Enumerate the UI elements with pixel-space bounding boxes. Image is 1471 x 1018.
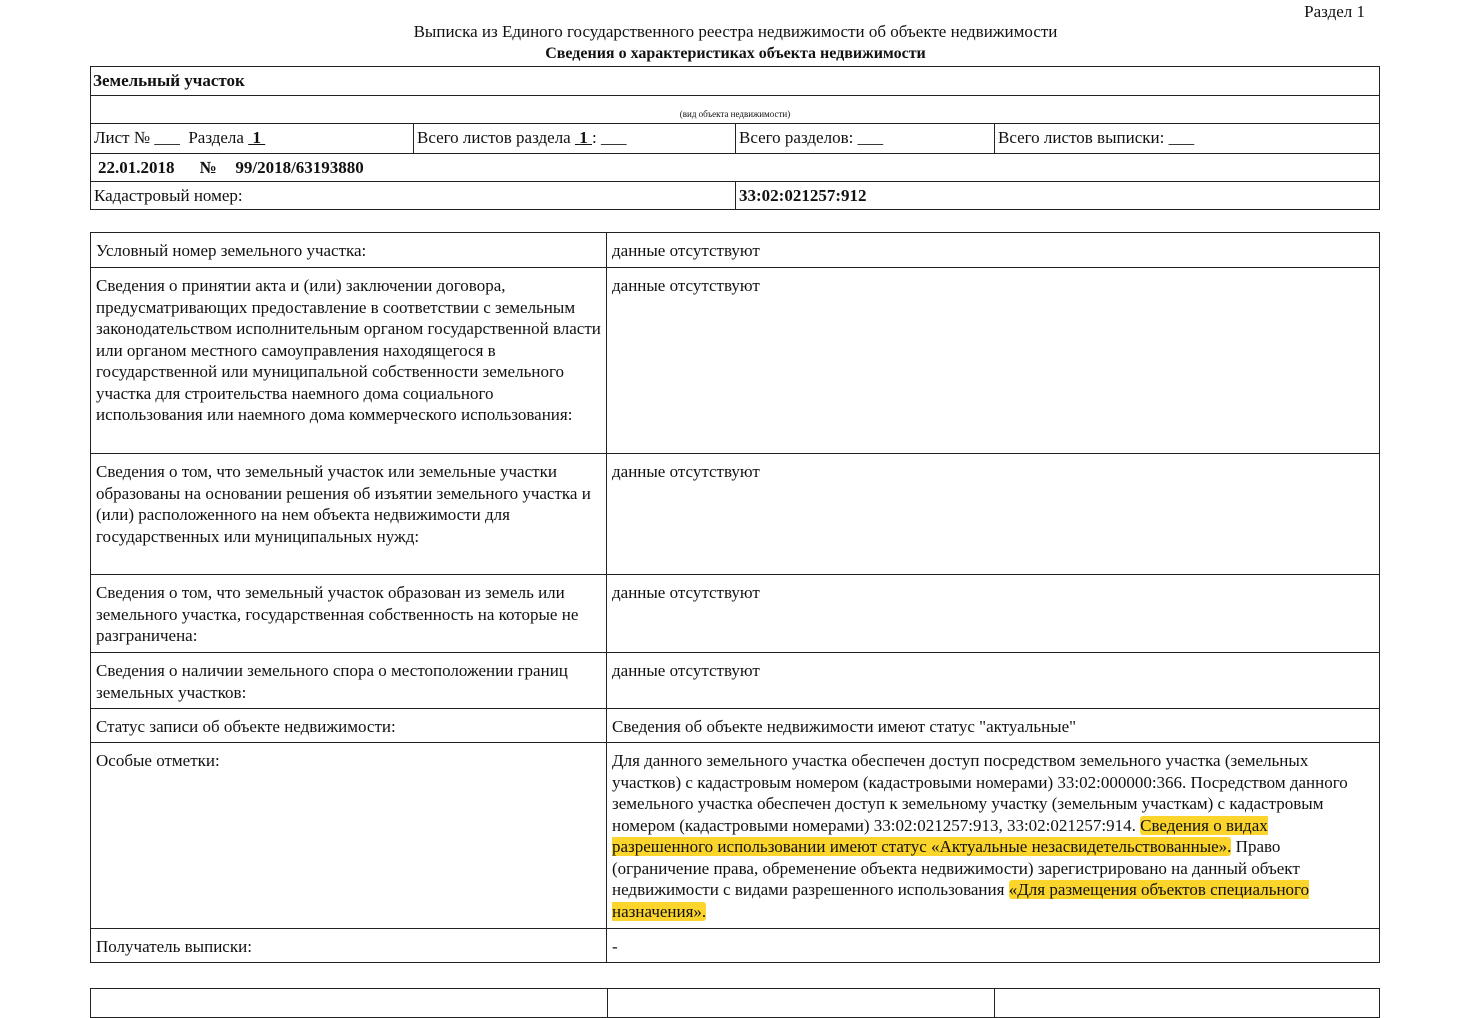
special-notes-text-2: Право (ограничение права, обременение объекта недвижимости) зарегистрировано на данный объект недвижимости с видами разрешенного использования [612,837,1300,899]
highlight-permitted-use-status: Сведения о видах разрешенного использовании имеют статус «Актуальные незасвидетельствованные». [612,815,1268,856]
sheet-number-label: Лист № [94,128,151,147]
row-label: Сведения о наличии земельного спора о местоположении границ земельных участков: [91,653,607,708]
table-row [91,709,1379,743]
section-of-sheet-label: Раздела [188,128,244,147]
object-type-row [91,67,1379,96]
special-notes-text-1: Для данного земельного участка обеспечен доступ посредством земельного участка (земельных участков) с кадастровым номером (кадастровыми номерами) 33:02:000000:366. Посредством данного земельного участка обеспечен доступ к земельному участку (земельным участкам) с кадастровым номером (кадастровыми номерами) 33:02:021257:913, 33:02:021257:914. [612,751,1348,835]
cadastral-value: 33:02:021257:912 [739,186,867,205]
total-extract-cell [995,124,1379,153]
row-value: данные отсутствуют [612,276,760,295]
row-label: Сведения о принятии акта и (или) заключении договора, предусматривающих предоставление в соответствии с земельным законодательством исполнительным органом государственной власти или органом местного самоуправления находящегося в государственной или муниципальной собственности земельного участка для строительства наемного дома социального использования или наемного дома коммерческого использования: [91,268,607,453]
recipient-value: - [612,937,618,956]
total-sheets-value: 1 [579,128,588,147]
total-sections-label: Всего разделов: [739,128,854,147]
sheet-number-value: ___ [154,128,180,147]
extract-number: 99/2018/63193880 [235,158,364,177]
date-number-line [98,158,364,178]
next-table-cell [608,989,995,1017]
recipient-row [91,929,1379,962]
recipient-label: Получатель выписки: [91,929,607,962]
table-row [91,233,1379,268]
row-value: данные отсутствуют [612,241,760,260]
next-table-cell [995,989,1379,1017]
row-value: данные отсутствуют [612,661,760,680]
object-type-caption: (вид объекта недвижимости) [679,109,791,119]
next-table-top-edge [90,988,1380,1018]
table-row [91,653,1379,709]
date-number-row [91,154,1379,182]
total-extract-value: ___ [1168,128,1195,147]
total-extract-label: Всего листов выписки: [998,128,1165,147]
special-notes-label: Особые отметки: [91,743,607,928]
section-of-sheet-value: 1 [252,128,261,147]
row-value: Сведения об объекте недвижимости имеют статус "актуальные" [612,717,1077,736]
document-title: Выписка из Единого государственного реестра недвижимости об объекте недвижимости [413,22,1058,41]
header-table [90,66,1380,210]
extract-date: 22.01.2018 [98,158,175,177]
special-notes-row [91,743,1379,929]
row-label: Условный номер земельного участка: [91,233,607,267]
special-notes-value [607,743,1379,928]
row-label: Статус записи об объекте недвижимости: [91,709,607,742]
object-type: Земельный участок [93,71,245,90]
highlight-special-purpose: «Для размещения объектов специального назначения». [612,880,1310,921]
total-sheets-suffix: : [591,128,597,147]
table-row [91,268,1379,454]
next-table-cell [91,989,608,1017]
section-label: Раздел 1 [1304,2,1365,21]
total-sections-cell [736,124,995,153]
row-value: данные отсутствуют [612,583,760,602]
table-row [91,454,1379,575]
document-subtitle: Сведения о характеристиках объекта недвижимости [545,45,926,62]
total-sheets-label: Всего листов раздела [417,128,571,147]
characteristics-table [90,232,1380,963]
cadastral-label: Кадастровый номер: [91,182,736,209]
row-label: Сведения о том, что земельный участок или земельные участки образованы на основании решения об изъятии земельного участка и (или) расположенного на нем объекта недвижимости для государственных или муниципальных нужд: [91,454,607,574]
sheet-number-cell [91,124,414,153]
number-sign: № [199,158,217,177]
row-value: данные отсутствуют [612,462,760,481]
sheets-row [91,124,1379,154]
table-row [91,575,1379,653]
total-sheets-cell [414,124,736,153]
row-label: Сведения о том, что земельный участок образован из земель или земельного участка, государственная собственность на которые не разграничена: [91,575,607,652]
object-type-caption-row [91,96,1379,124]
cadastral-row [91,182,1379,209]
total-sections-value: ___ [857,128,884,147]
total-sheets-blank: ___ [600,128,627,147]
